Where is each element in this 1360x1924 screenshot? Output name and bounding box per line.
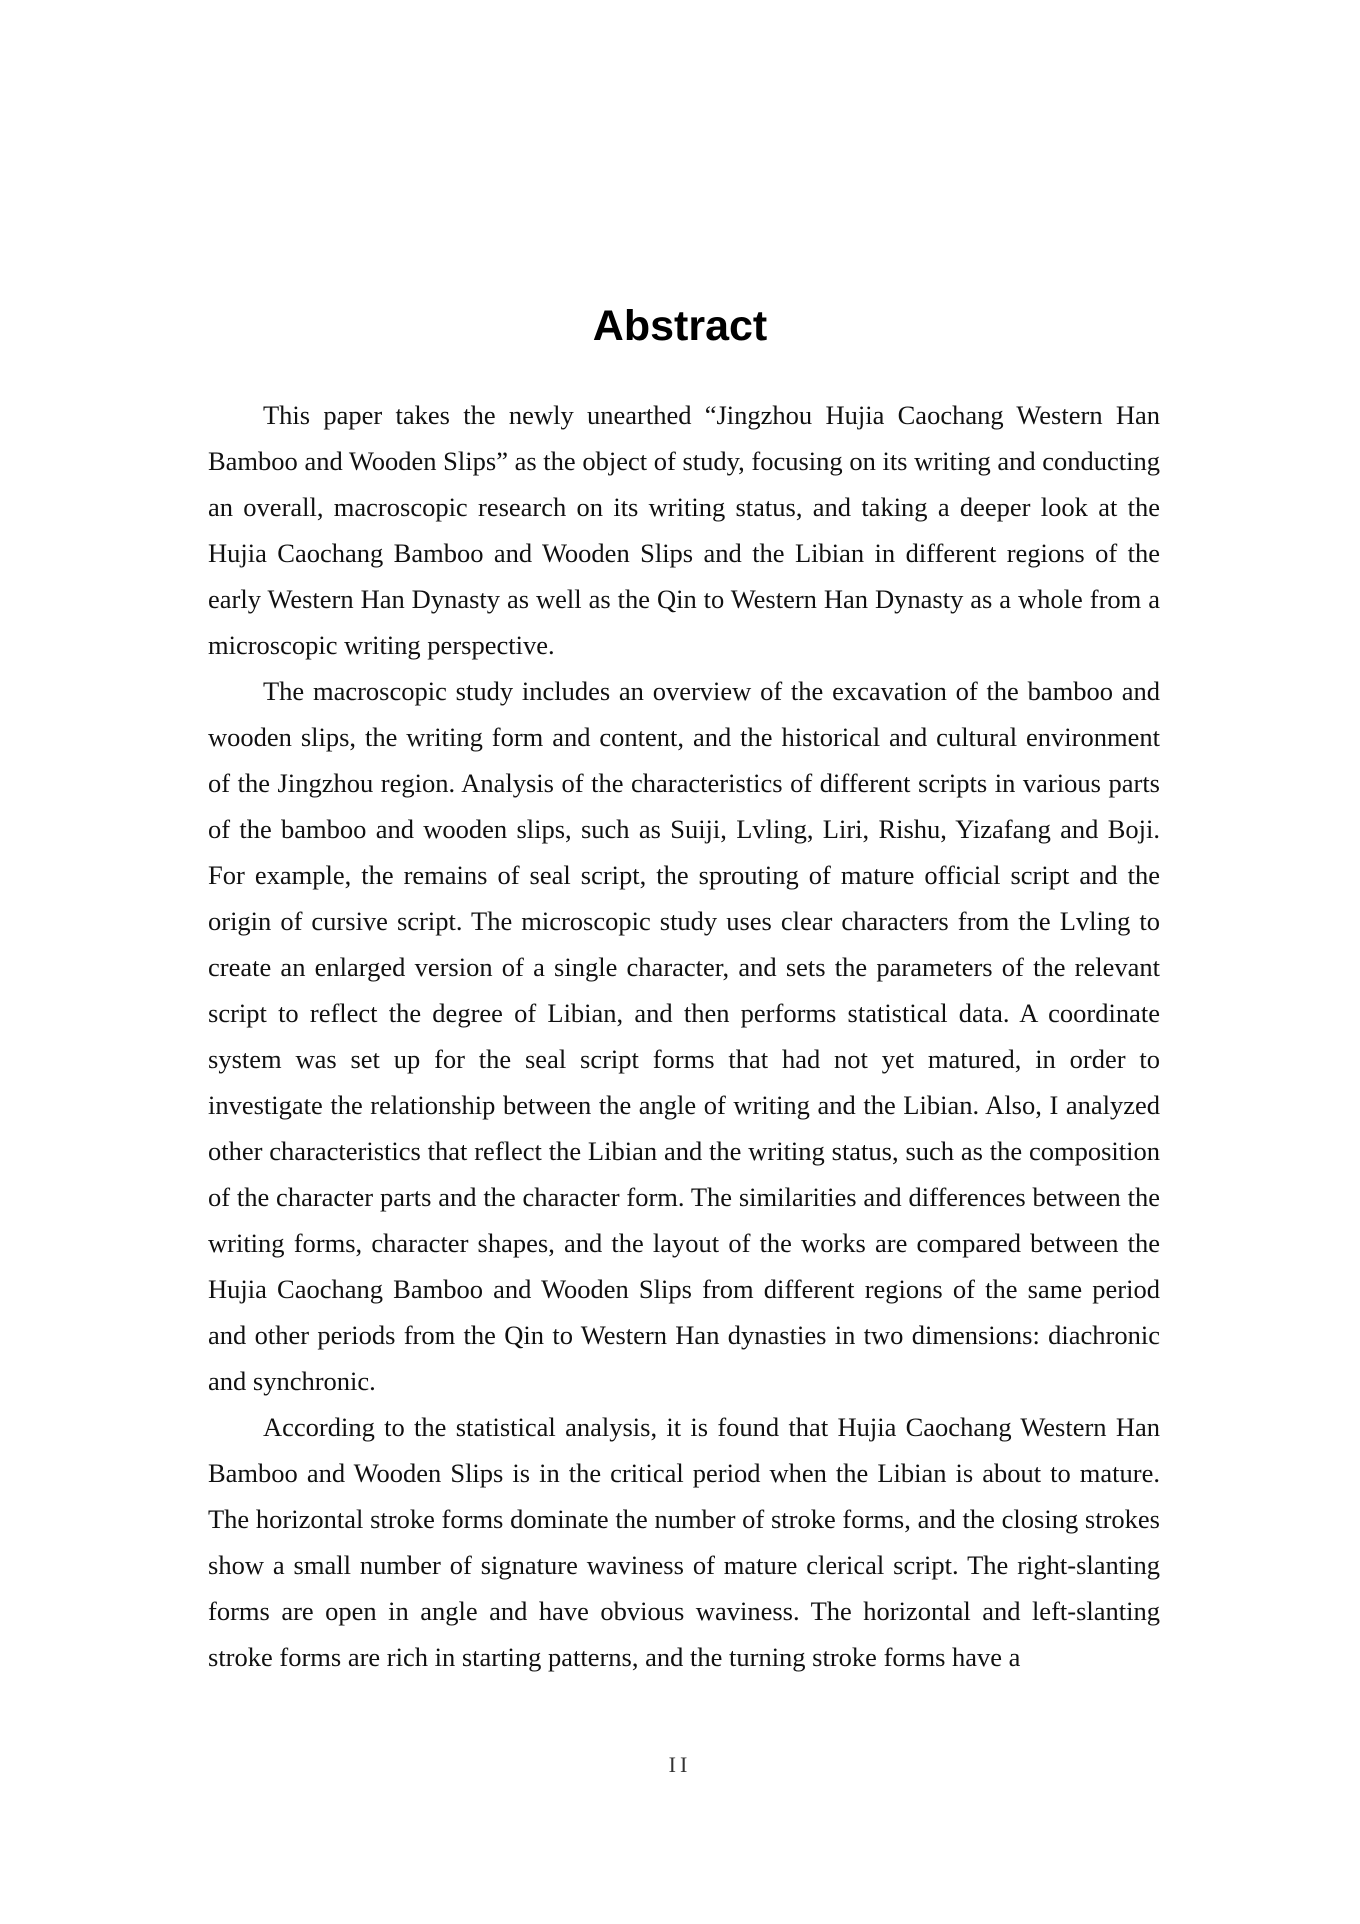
paragraph: This paper takes the newly unearthed “Jingzhou Hujia Caochang Western Han Bamboo and Wooden Slips” as the object of study, focusing on its writing and conducting an overall, macroscopic research on its writing status, and taking a deeper look at the Hujia Caochang Bamboo and Wooden Slips and the Libian in different regions of the early Western Han Dynasty as well as the Qin to Western Han Dynasty as a whole from a microscopic writing perspective.	[208, 400, 1160, 660]
paragraph: According to the statistical analysis, it is found that Hujia Caochang Western Han Bamboo and Wooden Slips is in the critical period when the Libian is about to mature. The horizontal stroke forms dominate the number of stroke forms, and the closing strokes show a small number of signature waviness of mature clerical script. The right-slanting forms are open in angle and have obvious waviness. The horizontal and left-slanting stroke forms are rich in starting patterns, and the turning stroke forms have a	[208, 1412, 1160, 1672]
paragraph: The macroscopic study includes an overview of the excavation of the bamboo and wooden slips, the writing form and content, and the historical and cultural environment of the Jingzhou region. Analysis of the characteristics of different scripts in various parts of the bamboo and wooden slips, such as Suiji, Lvling, Liri, Rishu, Yizafang and Boji. For example, the remains of seal script, the sprouting of mature official script and the origin of cursive script. The microscopic study uses clear characters from the Lvling to create an enlarged version of a single character, and sets the parameters of the relevant script to reflect the degree of Libian, and then performs statistical data. A coordinate system was set up for the seal script forms that had not yet matured, in order to investigate the relationship between the angle of writing and the Libian. Also, I analyzed other characteristics that reflect the Libian and the writing status, such as the composition of the character parts and the character form. The similarities and differences between the writing forms, character shapes, and the layout of the works are compared between the Hujia Caochang Bamboo and Wooden Slips from different regions of the same period and other periods from the Qin to Western Han dynasties in two dimensions: diachronic and synchronic.	[208, 676, 1160, 1396]
page-number: II	[668, 1752, 692, 1777]
page-title: Abstract	[592, 302, 768, 350]
abstract-body	[208, 392, 1160, 1680]
